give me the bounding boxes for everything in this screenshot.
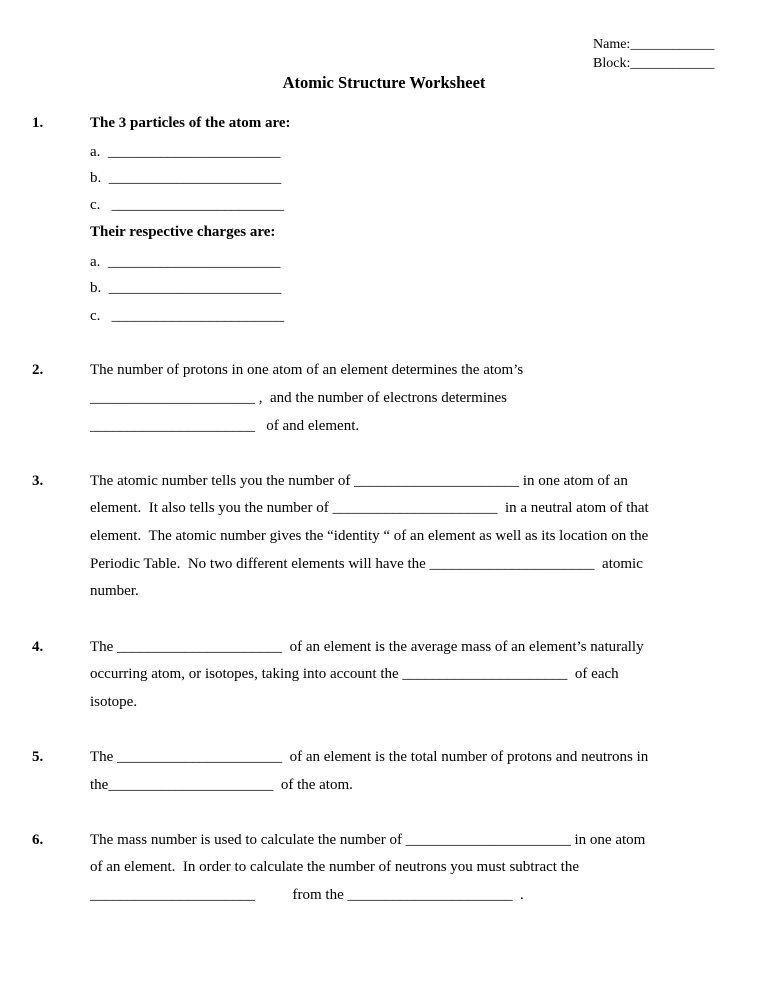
question-number: 5.: [32, 749, 44, 765]
question-line[interactable]: the______________________ of the atom.: [90, 777, 353, 793]
question-line[interactable]: The ______________________ of an element is the average mass of an element’s naturally: [90, 639, 644, 655]
question-number: 3.: [32, 473, 44, 489]
question-line: isotope.: [90, 694, 138, 710]
question-line[interactable]: element. It also tells you the number of ______________________ in a neutral atom of that: [90, 500, 649, 516]
question-line[interactable]: Periodic Table. No two different elements will have the ______________________ atomic: [90, 556, 643, 572]
question-line: The number of protons in one atom of an element determines the atom’s: [90, 362, 524, 378]
answer-blank[interactable]: c. _______________________: [90, 197, 285, 213]
question-prompt: Their respective charges are:: [90, 224, 276, 240]
question-number: 1.: [32, 115, 44, 131]
question-line[interactable]: The atomic number tells you the number of ______________________ in one atom of an: [90, 473, 628, 489]
page-title: Atomic Structure Worksheet: [282, 73, 486, 92]
question-line: of an element. In order to calculate the number of neutrons you must subtract the: [90, 859, 580, 875]
answer-blank[interactable]: b. _______________________: [90, 280, 282, 296]
question-line[interactable]: ______________________ of and element.: [90, 418, 360, 434]
question-prompt: The 3 particles of the atom are:: [90, 115, 291, 131]
question-line[interactable]: The mass number is used to calculate the number of ______________________ in one atom: [90, 832, 646, 848]
question-line[interactable]: ______________________ , and the number of electrons determines: [90, 390, 507, 406]
question-line[interactable]: occurring atom, or isotopes, taking into account the ______________________ of each: [90, 666, 619, 682]
answer-blank[interactable]: a. _______________________: [90, 144, 281, 160]
answer-blank[interactable]: c. _______________________: [90, 308, 285, 324]
question-line: element. The atomic number gives the “identity “ of an element as well as its location on the: [90, 528, 649, 544]
question-number: 2.: [32, 362, 44, 378]
name-field[interactable]: Name:____________: [593, 37, 715, 52]
question-line[interactable]: ______________________ from the ______________________ .: [90, 887, 524, 903]
block-field[interactable]: Block:____________: [593, 56, 715, 71]
question-line: number.: [90, 583, 139, 599]
question-number: 6.: [32, 832, 44, 848]
question-line[interactable]: The ______________________ of an element is the total number of protons and neutrons in: [90, 749, 649, 765]
answer-blank[interactable]: a. _______________________: [90, 254, 281, 270]
question-number: 4.: [32, 639, 44, 655]
answer-blank[interactable]: b. _______________________: [90, 170, 282, 186]
